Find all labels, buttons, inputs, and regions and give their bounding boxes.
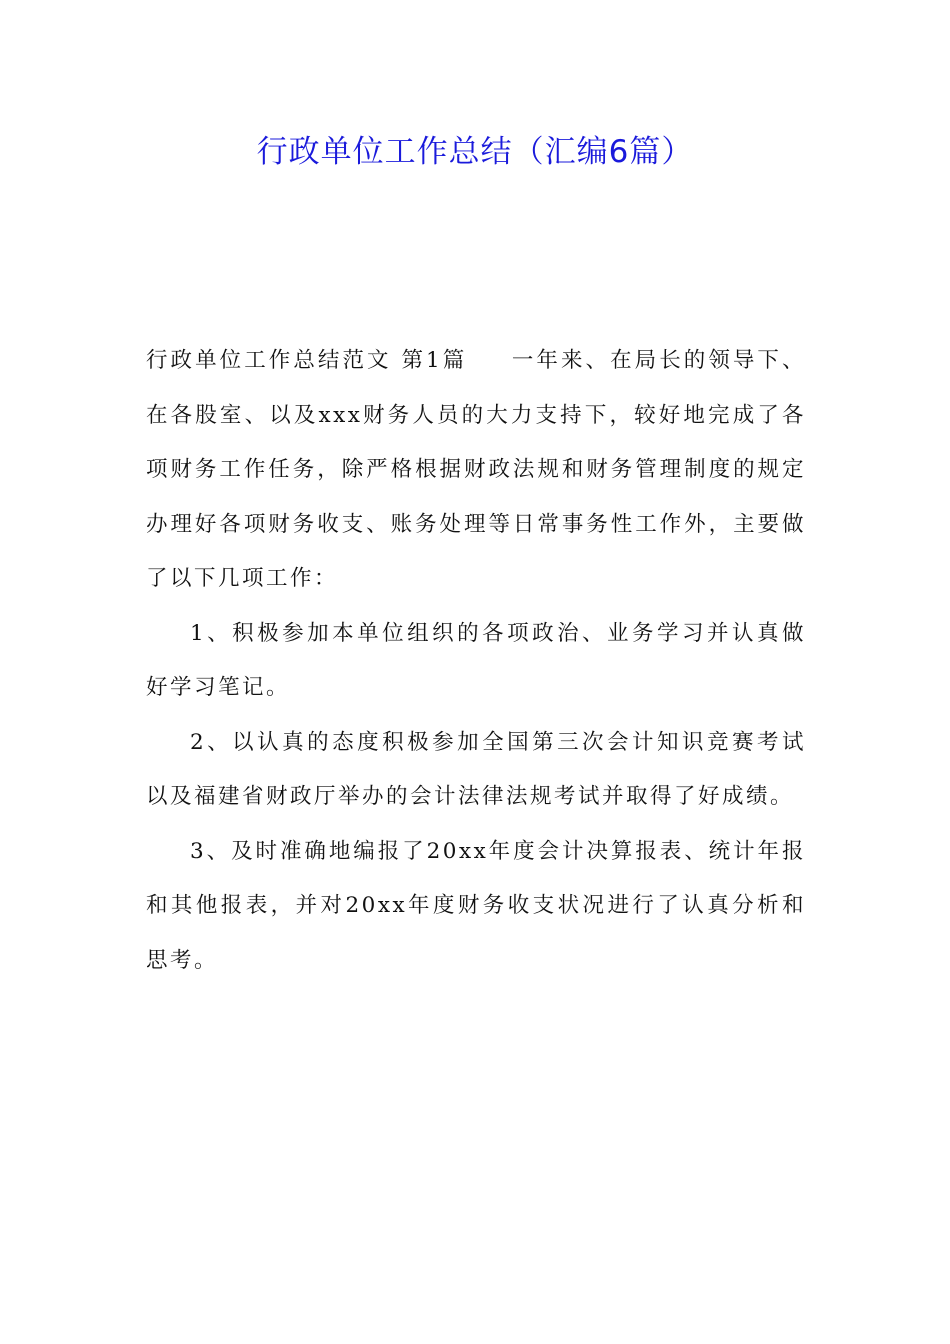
list-item-paragraph: 1、积极参加本单位组织的各项政治、业务学习并认真做好学习笔记。 <box>146 620 806 700</box>
paragraph-text: 一年来、在局长的领导下、在各股室、以及xxx财务人员的大力支持下，较好地完成了各项财务工作任务，除严格根据财政法规和财务管理制度的规定办理好各项财务收支、账务处理等日常事务性工作外，主要做了以下几项工作： <box>146 348 806 591</box>
section-heading: 行政单位工作总结范文 第1篇 <box>146 348 468 373</box>
document-body <box>146 334 806 988</box>
list-item-paragraph: 2、以认真的态度积极参加全国第三次会计知识竞赛考试以及福建省财政厅举办的会计法律法规考试并取得了好成绩。 <box>146 729 806 809</box>
document-title: 行政单位工作总结（汇编6篇） <box>256 134 694 170</box>
list-item-paragraph: 3、及时准确地编报了20xx年度会计决算报表、统计年报和其他报表，并对20xx年度财务收支状况进行了认真分析和思考。 <box>146 838 806 973</box>
intro-paragraph <box>146 334 806 607</box>
